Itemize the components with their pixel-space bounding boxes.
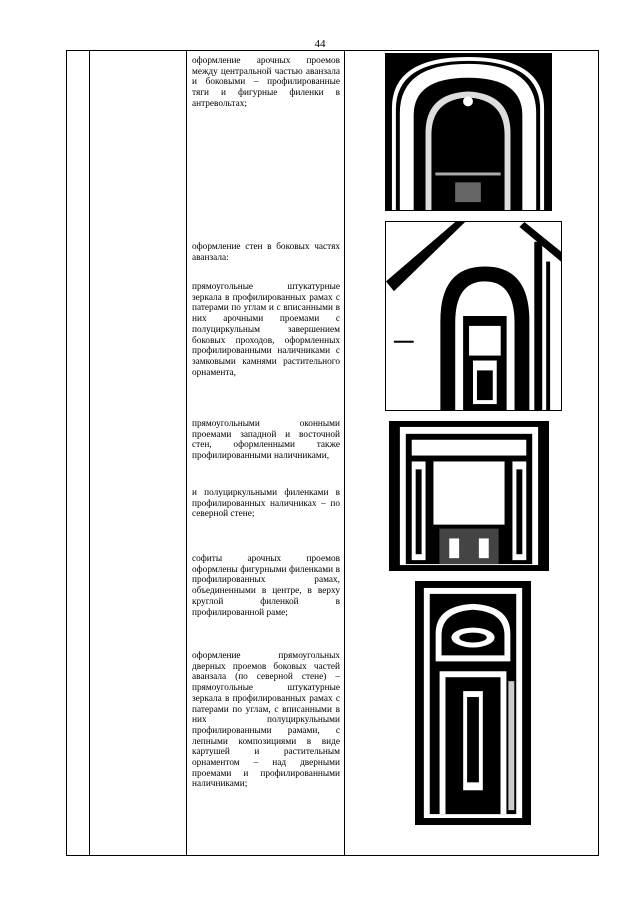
text-block-doors: оформление прямоугольных дверных проемов боковых частей аванзала (по северной стене) – прямоугольные штукатурные зеркала в профилированных рамах с патерами по углам, с вписанными в них полуциркульными профилированными рамами, с лепными композициями в виде картушей и растительным орнаментом – над дверными проемами и профилированными наличниками; xyxy=(192,651,340,790)
text-block-north-wall: и полуциркульными филенками в профилированных наличниках – по северной стене; xyxy=(192,488,340,520)
text-block-arch: оформление арочных проемов между центральной частью аванзала и боковыми – профилированные тяги и фигурные филенки в антревольтах; xyxy=(192,56,340,109)
photo-side-wall-arch xyxy=(385,221,562,411)
column-divider xyxy=(89,51,90,855)
text-block-walls-heading: оформление стен в боковых частях аванзала: xyxy=(192,242,340,263)
column-divider xyxy=(186,51,187,855)
text-block-windows: прямоугольными оконными проемами западной и восточной стен, оформленными также профилированными наличниками, xyxy=(192,419,340,462)
page-number: 44 xyxy=(314,38,326,50)
text-block-wall-mirrors: прямоугольные штукатурные зеркала в профилированных рамах с патерами по углам и с вписанными в них арочными проемами с полуциркульным завершением боковых проходов, оформленных профилированными наличниками с замковыми камнями растительного орнамента, xyxy=(192,282,340,378)
content-table xyxy=(66,50,599,856)
photo-window-openings xyxy=(389,421,549,571)
text-block-soffits: софиты арочных проемов оформлены фигурными филенками в профилированных рамах, объединенными в центре, в верху круглой филенкой в профилированной раме; xyxy=(192,554,340,618)
photo-door-opening xyxy=(415,581,531,825)
photo-arched-opening xyxy=(385,53,552,211)
description-column xyxy=(192,56,340,846)
column-divider xyxy=(344,51,345,855)
